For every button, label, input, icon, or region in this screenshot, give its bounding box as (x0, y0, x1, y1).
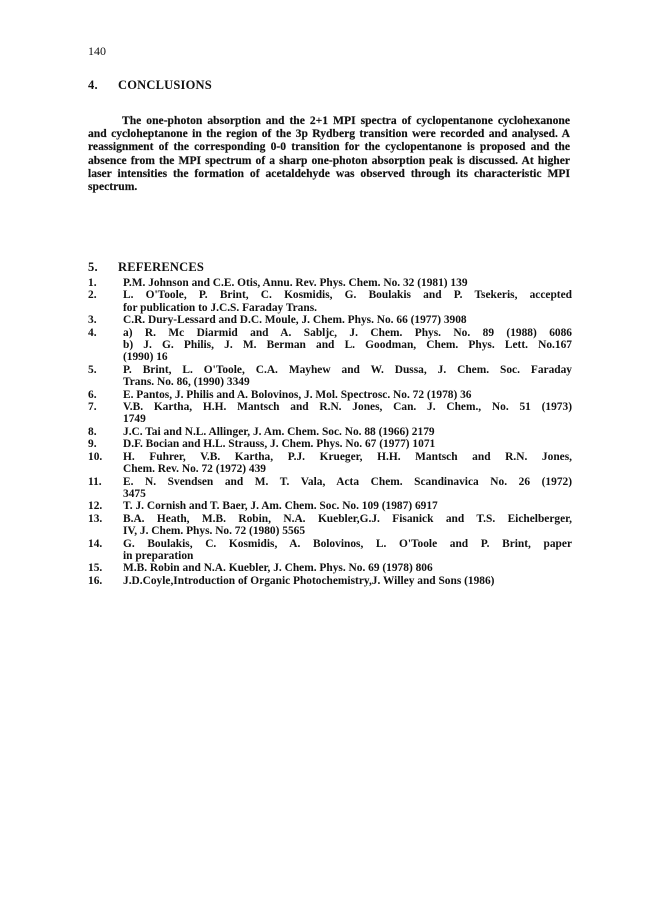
reference-text (123, 327, 572, 364)
reference-number: 7. (88, 401, 97, 414)
reference-item (88, 476, 572, 501)
reference-item (88, 401, 572, 426)
reference-text (123, 401, 572, 426)
reference-number: 11. (88, 475, 102, 488)
references-heading (88, 260, 204, 275)
reference-number: 12. (88, 500, 103, 513)
reference-number: 2. (88, 289, 97, 302)
reference-line: T. J. Cornish and T. Baer, J. Am. Chem. Soc. No. 109 (1987) 6917 (123, 500, 438, 513)
conclusions-title: CONCLUSIONS (118, 78, 212, 92)
reference-number: 6. (88, 388, 97, 401)
reference-text (123, 476, 572, 501)
reference-number: 1. (88, 277, 97, 289)
reference-text (123, 426, 572, 438)
reference-line: C.R. Dury-Lessard and D.C. Moule, J. Chem. Phys. No. 66 (1977) 3908 (123, 314, 467, 327)
reference-item (88, 538, 572, 563)
reference-line: (1990) 16 (123, 351, 168, 364)
references-title: REFERENCES (118, 260, 205, 274)
reference-text (123, 314, 572, 326)
reference-line: b) J. G. Philis, J. M. Berman and L. Goodman, Chem. Phys. Lett. No.167 (123, 339, 572, 352)
reference-text (123, 451, 572, 476)
reference-line: B.A. Heath, M.B. Robin, N.A. Kuebler,G.J. Fisanick and T.S. Eichelberger, (123, 512, 572, 525)
reference-line: V.B. Kartha, H.H. Mantsch and R.N. Jones, Can. J. Chem., No. 51 (1973) (123, 401, 572, 414)
reference-number: 10. (88, 450, 103, 463)
reference-item (88, 327, 572, 364)
reference-line: Trans. No. 86, (1990) 3349 (123, 376, 250, 389)
reference-item (88, 389, 572, 401)
reference-text (123, 364, 572, 389)
page-number: 140 (88, 44, 106, 58)
reference-text (123, 562, 572, 574)
reference-line: a) R. Mc Diarmid and A. Sabljc, J. Chem. Phys. No. 89 (1988) 6086 (123, 326, 572, 339)
reference-item (88, 500, 572, 512)
reference-line: M.B. Robin and N.A. Kuebler, J. Chem. Phys. No. 69 (1978) 806 (123, 562, 433, 575)
reference-line: P. Brint, L. O'Toole, C.A. Mayhew and W. Dussa, J. Chem. Soc. Faraday (123, 363, 572, 376)
reference-item (88, 513, 572, 538)
reference-line: J.C. Tai and N.L. Allinger, J. Am. Chem. Soc. No. 88 (1966) 2179 (123, 425, 435, 438)
reference-item (88, 314, 572, 326)
reference-line: H. Fuhrer, V.B. Kartha, P.J. Krueger, H.H. Mantsch and R.N. Jones, (123, 450, 572, 463)
reference-text (123, 575, 572, 587)
reference-text (123, 500, 572, 512)
reference-item (88, 364, 572, 389)
reference-text (123, 389, 572, 401)
references-section-number: 5. (88, 260, 98, 274)
reference-item (88, 426, 572, 438)
reference-number: 16. (88, 574, 103, 587)
reference-line: D.F. Bocian and H.L. Strauss, J. Chem. Phys. No. 67 (1977) 1071 (123, 438, 436, 451)
reference-line: IV, J. Chem. Phys. No. 72 (1980) 5565 (123, 525, 306, 538)
reference-item (88, 575, 572, 587)
reference-item (88, 451, 572, 476)
conclusions-section-number: 4. (88, 78, 98, 92)
reference-number: 14. (88, 537, 103, 550)
conclusions-paragraph: The one-photon absorption and the 2+1 MPI spectra of cyclopentanone cyclohexanone and cycloheptanone in the region of the 3p Rydberg transition were recorded and analysed. A reassignment of the corresponding 0-0 transition for the cyclopentanone is proposed and the absence from the MPI spectrum of a sharp one-photon absorption peak is discussed. At higher laser intensities the formation of acetaldehyde was observed through its characteristic MPI spectrum. (88, 114, 570, 194)
reference-line: Chem. Rev. No. 72 (1972) 439 (123, 463, 266, 476)
reference-text (123, 438, 572, 450)
reference-line: G. Boulakis, C. Kosmidis, A. Bolovinos, L. O'Toole and P. Brint, paper (123, 537, 572, 550)
reference-item (88, 562, 572, 574)
reference-list (88, 277, 572, 587)
reference-item (88, 438, 572, 450)
reference-line: E. N. Svendsen and M. T. Vala, Acta Chem. Scandinavica No. 26 (1972) (123, 475, 572, 488)
reference-text (123, 289, 572, 314)
reference-text (123, 277, 572, 289)
reference-line: 1749 (123, 413, 146, 426)
reference-number: 5. (88, 363, 97, 376)
reference-line: 3475 (123, 487, 146, 500)
reference-number: 8. (88, 425, 97, 438)
conclusions-heading (88, 78, 212, 93)
reference-line: in preparation (123, 549, 194, 562)
reference-item (88, 277, 572, 289)
reference-number: 9. (88, 438, 97, 451)
reference-line: J.D.Coyle,Introduction of Organic Photochemistry,J. Willey and Sons (1986) (123, 574, 495, 587)
reference-number: 13. (88, 512, 103, 525)
reference-number: 15. (88, 562, 103, 575)
reference-number: 4. (88, 326, 97, 339)
reference-text (123, 538, 572, 563)
reference-text (123, 513, 572, 538)
reference-line: for publication to J.C.S. Faraday Trans. (123, 301, 317, 314)
reference-line: E. Pantos, J. Philis and A. Bolovinos, J. Mol. Spectrosc. No. 72 (1978) 36 (123, 388, 472, 401)
reference-item (88, 289, 572, 314)
reference-number: 3. (88, 314, 97, 327)
reference-line: L. O'Toole, P. Brint, C. Kosmidis, G. Boulakis and P. Tsekeris, accepted (123, 289, 572, 302)
reference-line: P.M. Johnson and C.E. Otis, Annu. Rev. Phys. Chem. No. 32 (1981) 139 (123, 277, 468, 289)
